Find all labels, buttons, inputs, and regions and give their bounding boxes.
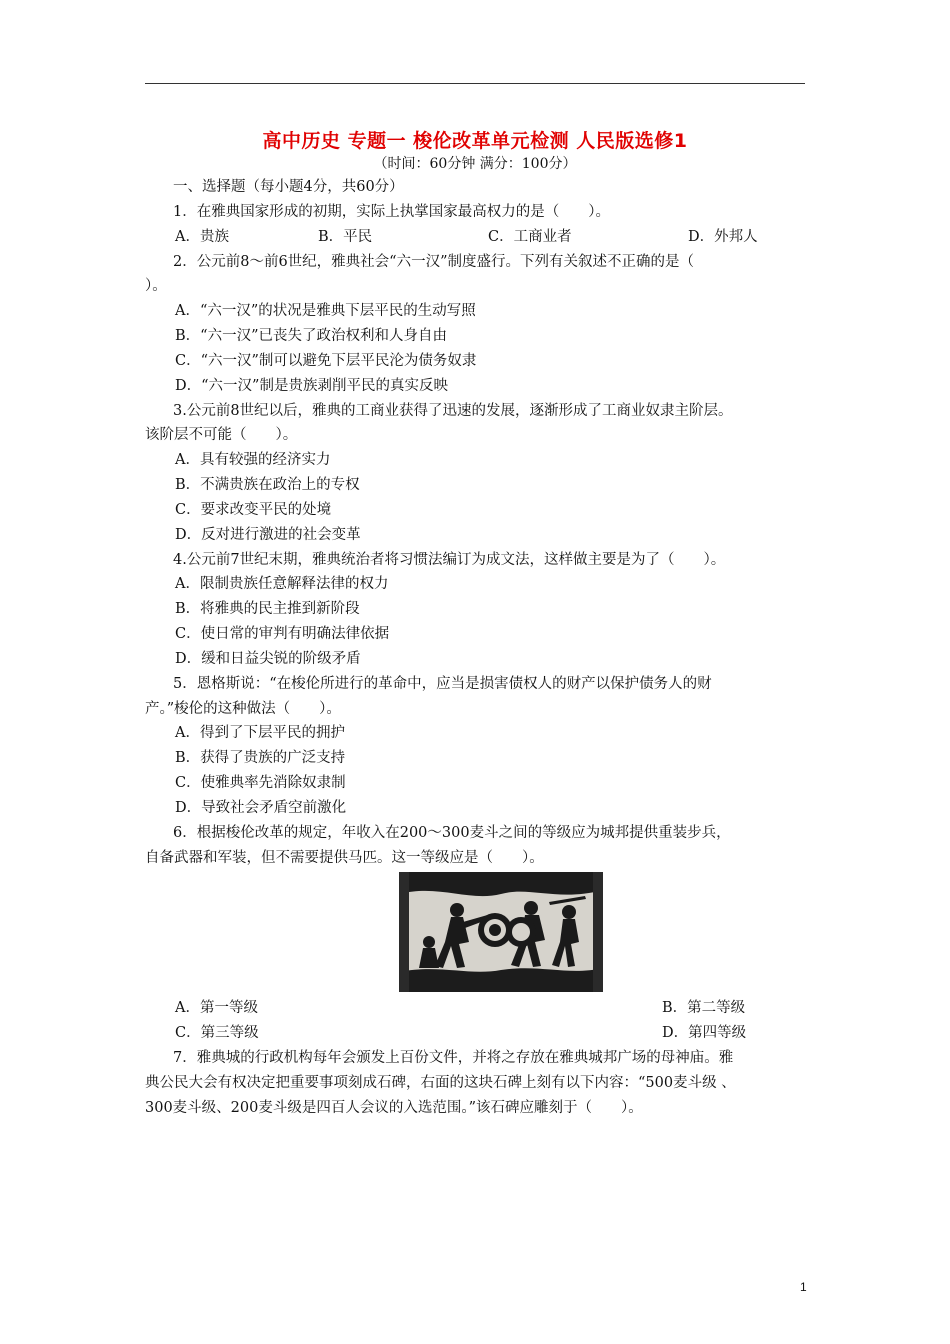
q7-stem-line2: 典公民大会有权决定把重要事项刻成石碑，右面的这块石碑上刻有以下内容：“500麦斗级 、 (145, 1075, 736, 1091)
q1-option-c: C．工商业者 (488, 229, 572, 245)
q2-option-d: D．“六一汉”制是贵族剥削平民的真实反映 (175, 378, 448, 394)
q6-option-b: B．第二等级 (662, 1000, 746, 1016)
q1-option-d: D．外邦人 (688, 229, 758, 245)
q3-option-a: A．具有较强的经济实力 (175, 452, 331, 468)
q1-stem: 1．在雅典国家形成的初期，实际上执掌国家最高权力的是（ ）。 (173, 204, 610, 220)
q5-option-d: D．导致社会矛盾空前激化 (175, 800, 347, 816)
q2-stem-line2: ）。 (145, 278, 167, 294)
q6-stem-line1: 6．根据梭伦改革的规定，年收入在200～300麦斗之间的等级应为城邦提供重装步兵， (173, 825, 731, 841)
q2-option-c: C．“六一汉”制可以避免下层平民沦为债务奴隶 (175, 353, 477, 369)
q5-option-c: C．使雅典率先消除奴隶制 (175, 775, 346, 791)
q7-stem-line1: 7．雅典城的行政机构每年会颁发上百份文件，并将之存放在雅典城邦广场的母神庙。雅 (173, 1050, 734, 1066)
q3-option-c: C．要求改变平民的处境 (175, 502, 332, 518)
q3-option-d: D．反对进行激进的社会变革 (175, 527, 361, 543)
q5-stem-line2: 产。”梭伦的这种做法（ ）。 (145, 701, 341, 717)
q5-option-b: B．获得了贵族的广泛支持 (175, 750, 346, 766)
q6-option-c: C．第三等级 (175, 1025, 259, 1041)
q7-stem-line3: 300麦斗级、200麦斗级是四百人会议的入选范围。”该石碑应雕刻于（ ）。 (145, 1100, 643, 1116)
page-title: 高中历史 专题一 梭伦改革单元检测 人民版选修1 (262, 130, 688, 152)
greek-vase-image (399, 872, 603, 992)
q4-stem: 4.公元前7世纪末期，雅典统治者将习惯法编订为成文法，这样做主要是为了（ ）。 (173, 552, 726, 568)
q5-stem-line1: 5．恩格斯说：“在梭伦所进行的革命中，应当是损害债权人的财产以保护债务人的财 (173, 676, 712, 692)
q2-option-b: B．“六一汉”已丧失了政治权利和人身自由 (175, 328, 447, 344)
q3-option-b: B．不满贵族在政治上的专权 (175, 477, 360, 493)
q6-stem-line2: 自备武器和军装，但不需要提供马匹。这一等级应是（ ）。 (145, 850, 544, 866)
q4-option-b: B．将雅典的民主推到新阶段 (175, 601, 360, 617)
page-number: 1 (800, 1280, 807, 1294)
q5-option-a: A．得到了下层平民的拥护 (175, 725, 345, 741)
q3-stem-line2: 该阶层不可能（ ）。 (145, 427, 298, 443)
q1-option-b: B．平民 (318, 229, 373, 245)
q1-option-a: A．贵族 (175, 229, 229, 245)
q6-option-d: D．第四等级 (662, 1025, 747, 1041)
q2-stem-line1: 2．公元前8～前6世纪，雅典社会“六一汉”制度盛行。下列有关叙述不正确的是（ (173, 254, 694, 270)
section-heading: 一、选择题（每小题4分，共60分） (173, 179, 404, 195)
q3-stem-line1: 3.公元前8世纪以后，雅典的工商业获得了迅速的发展，逐渐形成了工商业奴隶主阶层。 (173, 403, 733, 419)
q4-option-d: D．缓和日益尖锐的阶级矛盾 (175, 651, 361, 667)
header-rule (145, 83, 805, 84)
vase-painting-illustration (399, 872, 603, 992)
q4-option-a: A．限制贵族任意解释法律的权力 (175, 576, 389, 592)
q4-option-c: C．使日常的审判有明确法律依据 (175, 626, 390, 642)
page-subtitle: （时间：60分钟 满分：100分） (373, 156, 577, 172)
q2-option-a: A．“六一汉”的状况是雅典下层平民的生动写照 (175, 303, 476, 319)
q6-option-a: A．第一等级 (175, 1000, 258, 1016)
